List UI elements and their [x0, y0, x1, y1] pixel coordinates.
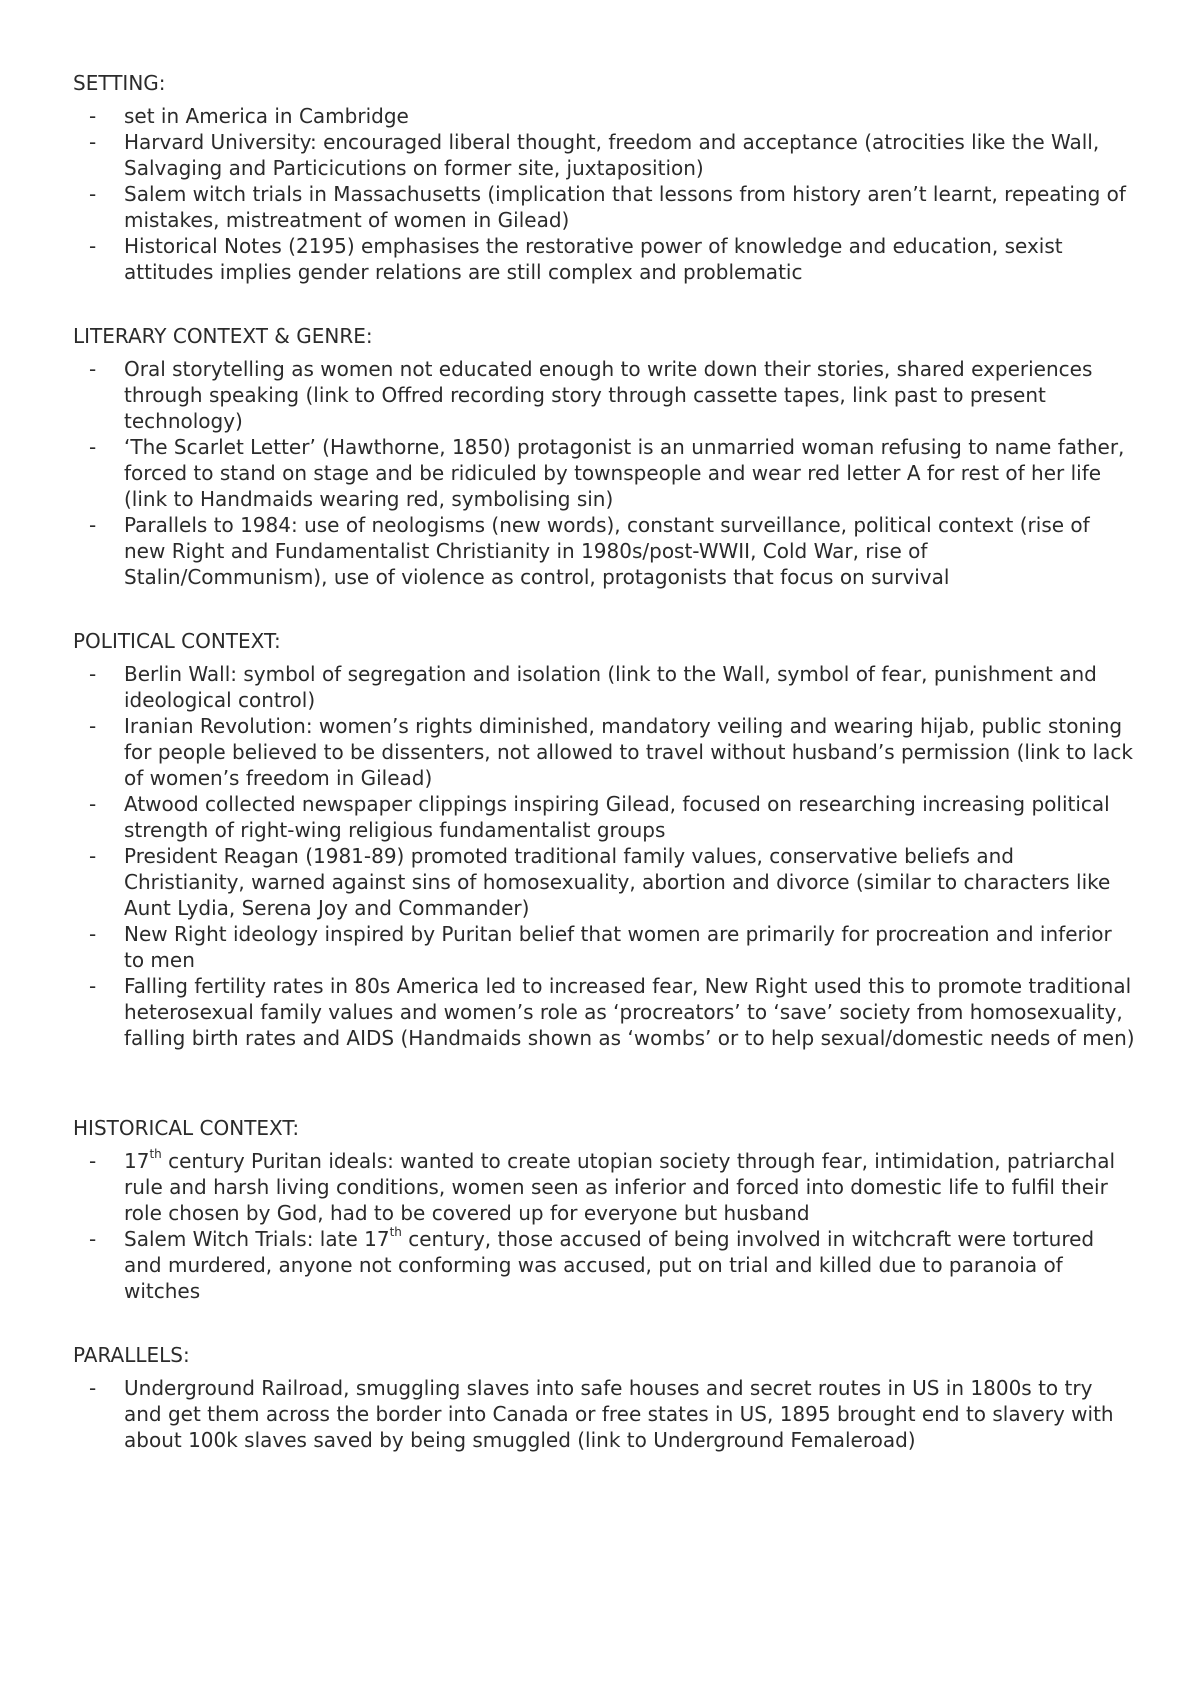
list-item [73, 713, 1135, 791]
list-item [73, 921, 1135, 973]
list-item [73, 1226, 1135, 1304]
section-literary-context [73, 323, 1135, 590]
section-heading: PARALLELS: [73, 1343, 190, 1367]
bullet-dash: - [89, 513, 97, 537]
ordinal-superscript: th [149, 1147, 162, 1162]
list-item-text: Oral storytelling as women not educated enough to write down their stories, shared experiences through speaking (link to Offred recording story through cassette tapes, link past to present technology) [124, 357, 1093, 433]
section-setting [73, 70, 1135, 285]
bullet-dash: - [89, 357, 97, 381]
bullet-list [73, 103, 1135, 285]
list-item [73, 181, 1135, 233]
list-item [73, 1148, 1135, 1226]
list-item-text-start: Salem Witch Trials: late 17 [124, 1227, 390, 1251]
bullet-dash: - [89, 922, 97, 946]
list-item-text: Atwood collected newspaper clippings inspiring Gilead, focused on researching increasing political strength of right-wing religious fundamentalist groups [124, 792, 1110, 842]
list-item-text: Iranian Revolution: women’s rights diminished, mandatory veiling and wearing hijab, public stoning for people believed to be dissenters, not allowed to travel without husband’s permission (link to lack of women’s freedom in Gilead) [124, 714, 1133, 790]
section-historical-context [73, 1115, 1135, 1304]
list-item-text: Harvard University: encouraged liberal thought, freedom and acceptance (atrocities like the Wall, Salvaging and Particicutions on former site, juxtaposition) [124, 130, 1100, 180]
bullet-list [73, 661, 1135, 1051]
bullet-dash: - [89, 234, 97, 258]
bullet-list [73, 356, 1135, 590]
list-item [73, 791, 1135, 843]
bullet-dash: - [89, 662, 97, 686]
section-heading: POLITICAL CONTEXT: [73, 629, 281, 653]
list-item-text: century Puritan ideals: wanted to create utopian society through fear, intimidation, patriarchal rule and harsh living conditions, women seen as inferior and forced into domestic life to fulfil their role chosen by God, had to be covered up for everyone but husband [124, 1149, 1116, 1225]
list-item-text: ‘The Scarlet Letter’ (Hawthorne, 1850) protagonist is an unmarried woman refusing to name father, forced to stand on stage and be ridiculed by townspeople and wear red letter A for rest of her life (link to Handmaids wearing red, symbolising sin) [124, 435, 1125, 511]
list-item [73, 512, 1135, 590]
bullet-dash: - [89, 130, 97, 154]
list-item-text: New Right ideology inspired by Puritan belief that women are primarily for procreation and inferior to men [124, 922, 1112, 972]
section-parallels [73, 1342, 1135, 1453]
list-item [73, 103, 1135, 129]
bullet-dash: - [89, 974, 97, 998]
bullet-dash: - [89, 1227, 97, 1251]
bullet-dash: - [89, 1149, 97, 1173]
section-heading: LITERARY CONTEXT & GENRE: [73, 324, 373, 348]
list-item [73, 129, 1135, 181]
list-item [73, 661, 1135, 713]
bullet-list [73, 1148, 1135, 1304]
bullet-dash: - [89, 182, 97, 206]
list-item [73, 843, 1135, 921]
bullet-dash: - [89, 714, 97, 738]
section-heading: SETTING: [73, 71, 166, 95]
list-item-text: Berlin Wall: symbol of segregation and isolation (link to the Wall, symbol of fear, punishment and ideological control) [124, 662, 1097, 712]
list-item [73, 434, 1135, 512]
bullet-dash: - [89, 1376, 97, 1400]
list-item-text: Underground Railroad, smuggling slaves into safe houses and secret routes in US in 1800s to try and get them across the border into Canada or free states in US, 1895 brought end to slavery with about 100k slaves saved by being smuggled (link to Underground Femaleroad) [124, 1376, 1114, 1452]
list-item-text: President Reagan (1981-89) promoted traditional family values, conservative beliefs and Christianity, warned against sins of homosexuality, abortion and divorce (similar to characters like Aunt Lydia, Serena Joy and Commander) [124, 844, 1111, 920]
list-item [73, 1375, 1135, 1453]
list-item [73, 973, 1135, 1051]
section-political-context [73, 628, 1135, 1051]
bullet-list [73, 1375, 1135, 1453]
list-item-text: Falling fertility rates in 80s America led to increased fear, New Right used this to promote traditional heterosexual family values and women’s role as ‘procreators’ to ‘save’ society from homosexuality, falling birth rates and AIDS (Handmaids shown as ‘wombs’ or to help sexual/domestic needs of men) [124, 974, 1135, 1050]
bullet-dash: - [89, 792, 97, 816]
list-item-text: Historical Notes (2195) emphasises the restorative power of knowledge and education, sexist attitudes implies gender relations are still complex and problematic [124, 234, 1063, 284]
list-item-text-start: 17 [124, 1149, 150, 1173]
list-item [73, 356, 1135, 434]
list-item-text: Parallels to 1984: use of neologisms (new words), constant surveillance, political context (rise of new Right and Fundamentalist Christianity in 1980s/post-WWII, Cold War, rise of Stalin/Communism), use of violence as control, protagonists that focus on survival [124, 513, 1090, 589]
list-item-text: century, those accused of being involved in witchcraft were tortured and murdered, anyone not conforming was accused, put on trial and killed due to paranoia of witches [124, 1227, 1095, 1303]
list-item-text: set in America in Cambridge [124, 104, 409, 128]
document-page [73, 70, 1135, 1453]
list-item-text: Salem witch trials in Massachusetts (implication that lessons from history aren’t learnt, repeating of mistakes, mistreatment of women in Gilead) [124, 182, 1126, 232]
section-heading: HISTORICAL CONTEXT: [73, 1116, 300, 1140]
bullet-dash: - [89, 104, 97, 128]
ordinal-superscript: th [389, 1225, 402, 1240]
bullet-dash: - [89, 844, 97, 868]
bullet-dash: - [89, 435, 97, 459]
list-item [73, 233, 1135, 285]
